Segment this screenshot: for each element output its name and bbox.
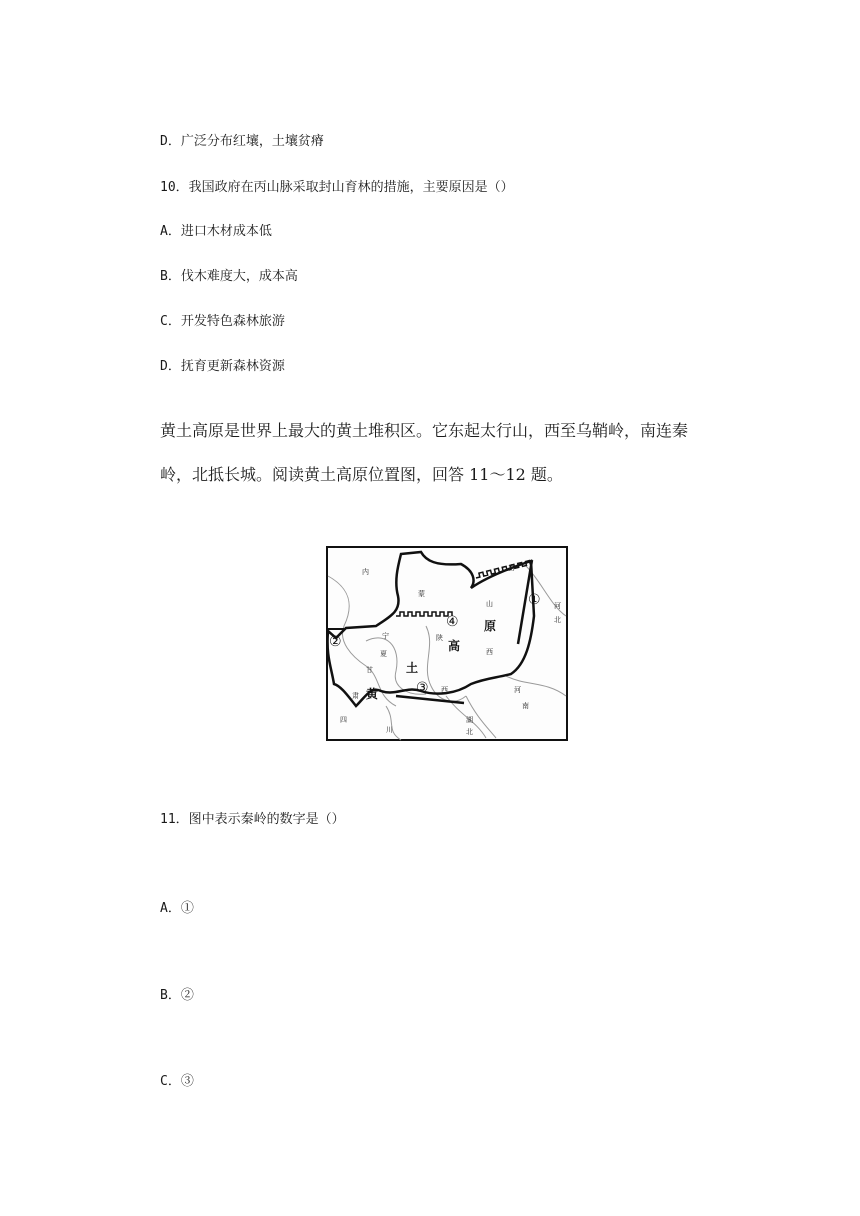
label-he: 河 — [554, 602, 561, 610]
map-svg — [326, 546, 568, 741]
label-bei2: 北 — [466, 728, 473, 736]
label-huang: 黄 — [366, 687, 379, 701]
q11-option-b: B．② — [160, 988, 194, 1003]
label-shan1: 山 — [486, 600, 493, 608]
q10-option-a: A．进口木材成本低 — [160, 224, 272, 239]
q11-stem: 11．图中表示秦岭的数字是（） — [160, 812, 345, 827]
marker-4: ④ — [446, 614, 459, 630]
label-si: 四 — [340, 716, 347, 724]
label-hu: 湖 — [466, 716, 473, 724]
loess-plateau-map — [326, 546, 568, 741]
intro-line-2: 岭，北抵长城。阅读黄土高原位置图，回答 11～12 题。 — [160, 465, 563, 484]
label-yuan: 原 — [484, 619, 497, 633]
q10-option-d: D．抚育更新森林资源 — [160, 359, 285, 374]
q9-option-d: D．广泛分布红壤，土壤贫瘠 — [160, 134, 324, 149]
q10-option-b: B．伐木难度大，成本高 — [160, 269, 298, 284]
intro-line-1: 黄土高原是世界上最大的黄土堆积区。它东起太行山，西至乌鞘岭，南连秦 — [160, 421, 689, 440]
label-chuan: 川 — [386, 726, 393, 734]
label-he2: 河 — [514, 686, 521, 694]
label-nei: 内 — [362, 568, 369, 576]
q11-option-a: A．① — [160, 901, 194, 916]
label-xi1: 西 — [486, 648, 493, 656]
label-gao: 高 — [448, 639, 461, 653]
q10-stem: 10．我国政府在丙山脉采取封山育林的措施，主要原因是（） — [160, 180, 514, 195]
label-xia: 夏 — [380, 650, 387, 658]
label-nan: 南 — [522, 702, 529, 710]
label-shan2: 陕 — [436, 634, 443, 642]
marker-3: ③ — [416, 680, 429, 696]
marker-2: ② — [329, 634, 342, 650]
label-gu: 古 — [508, 564, 515, 572]
label-xi2: 西 — [441, 686, 448, 694]
label-tu: 土 — [406, 661, 419, 675]
marker-1: ① — [528, 592, 541, 608]
label-ning: 宁 — [382, 632, 389, 640]
q11-option-c: C．③ — [160, 1074, 194, 1089]
great-wall-west — [396, 612, 452, 616]
label-bei: 北 — [554, 616, 561, 624]
q10-option-c: C．开发特色森林旅游 — [160, 314, 285, 329]
label-gan: 甘 — [366, 666, 373, 674]
label-su: 肃 — [352, 692, 359, 700]
label-meng: 蒙 — [418, 590, 425, 598]
